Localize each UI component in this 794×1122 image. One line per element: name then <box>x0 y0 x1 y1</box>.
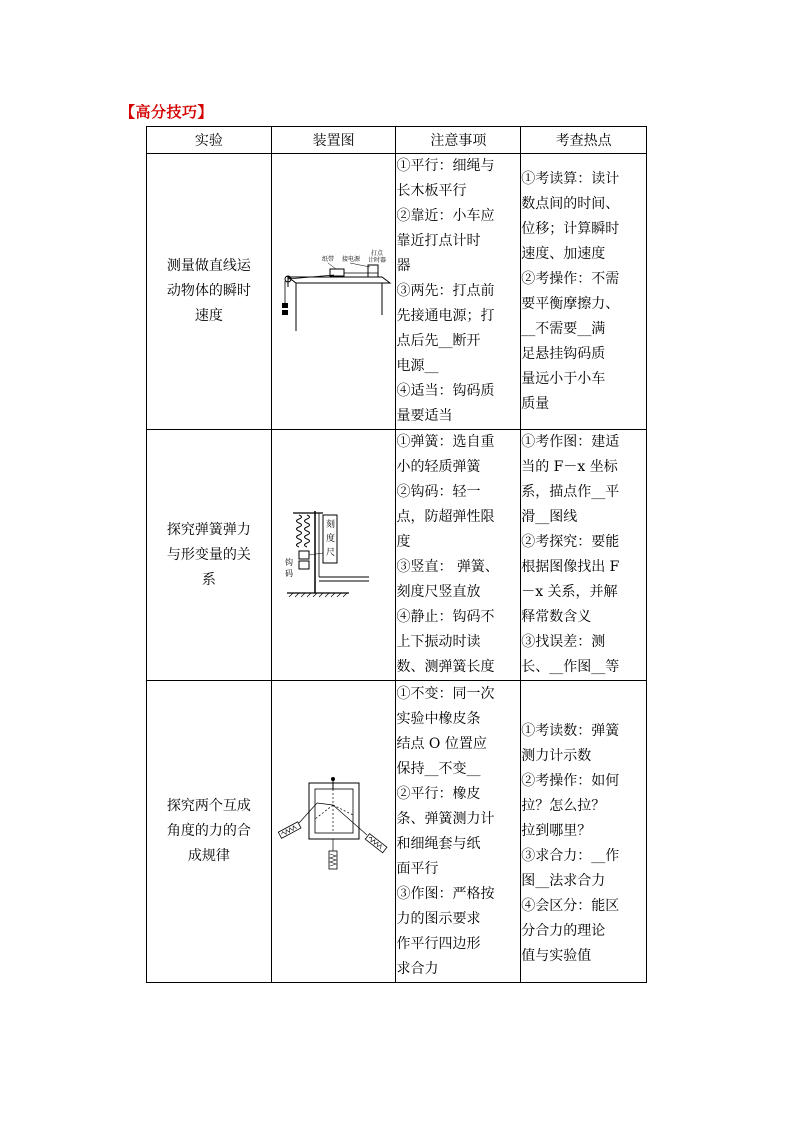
notes-cell: ①平行：细绳与 长木板平行 ②靠近：小车应 靠近打点计时 器 ③两先：打点前 先接通电源；打 点后先__断开 电源__ ④适当：钩码质 量要适当 <box>396 154 521 430</box>
table-header-row <box>147 127 647 154</box>
experiment-name: 探究弹簧弹力 与形变量的关 系 <box>147 430 272 681</box>
experiment-table <box>146 126 647 983</box>
label-du: 度 <box>325 534 335 544</box>
apparatus-diagram-force <box>271 681 396 983</box>
label-ke: 刻 <box>325 520 335 530</box>
table-row <box>147 681 647 983</box>
label-gou: 钩 <box>284 558 293 567</box>
label-power: 接电源 <box>341 255 360 263</box>
table-row <box>147 154 647 430</box>
notes-cell: ①弹簧：选自重 小的轻质弹簧 ②钩码：轻一 点，防超弹性限 度 ③竖直： 弹簧、 刻度尺竖直放 ④静止：钩码不 上下振动时读 数、测弹簧长度 <box>396 430 521 681</box>
label-timer: 计时器 <box>367 256 386 264</box>
hotspots-cell: ①考读数：弹簧 测力计示数 ②考操作：如何 拉？怎么拉？ 拉到哪里？ ③求合力：__作 图__法求合力 ④会区分：能区 分合力的理论 值与实验值 <box>521 681 647 983</box>
dot-timer-setup-diagram <box>274 235 394 345</box>
label-dot: 打点 <box>370 249 383 257</box>
table-row <box>147 430 647 681</box>
experiment-name: 测量做直线运 动物体的瞬时 速度 <box>147 154 272 430</box>
label-tape: 纸带 <box>321 255 334 263</box>
force-composition-diagram <box>275 775 393 885</box>
hotspots-cell: ①考读算：读计 数点间的时间、 位移；计算瞬时 速度、加速度 ②考操作：不需 要平衡摩擦力、 __不需要__满 足悬挂钩码质 量远小于小车 质量 <box>521 154 647 430</box>
section-heading: 【高分技巧】 <box>120 103 214 121</box>
label-chi: 尺 <box>325 548 335 558</box>
label-ma: 码 <box>284 569 293 578</box>
hotspots-cell: ①考作图：建适 当的 F－x 坐标 系，描点作__平 滑__图线 ②考探究：要能 根据图像找出 F －x 关系，并解 释常数含义 ③找误差：测 长、__作图__等 <box>521 430 647 681</box>
header-apparatus: 装置图 <box>271 127 396 154</box>
header-experiment: 实验 <box>147 127 272 154</box>
apparatus-diagram-spring <box>271 430 396 681</box>
spring-stand-diagram <box>279 503 389 603</box>
header-notes: 注意事项 <box>396 127 521 154</box>
experiment-name: 探究两个互成 角度的力的合 成规律 <box>147 681 272 983</box>
header-hotspots: 考查热点 <box>521 127 647 154</box>
notes-cell: ①不变：同一次 实验中橡皮条 结点 O 位置应 保持__不变__ ②平行：橡皮 条、弹簧测力计 和细绳套与纸 面平行 ③作图：严格按 力的图示要求 作平行四边形 求合力 <box>396 681 521 983</box>
apparatus-diagram-timer <box>271 154 396 430</box>
